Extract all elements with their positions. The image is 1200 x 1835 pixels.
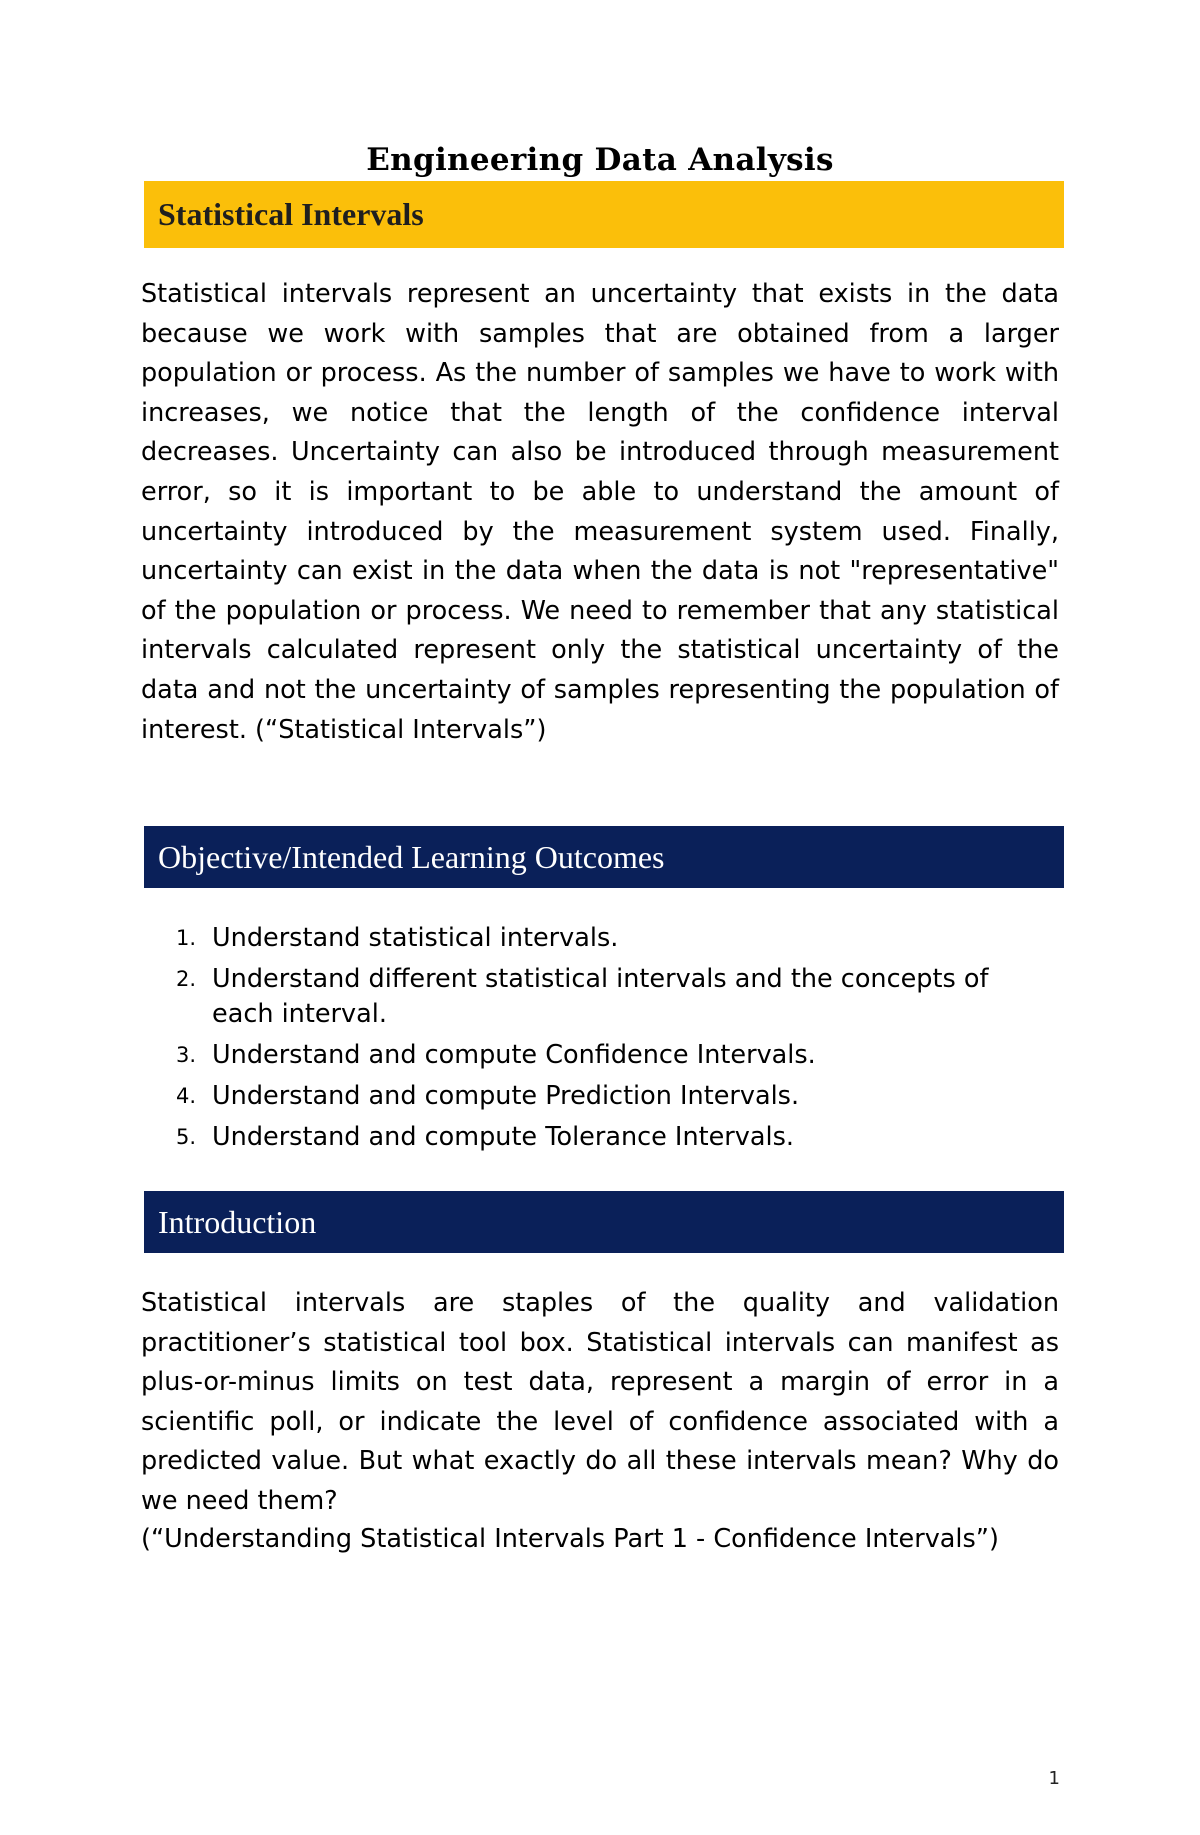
section-heading-label: Statistical Intervals	[158, 196, 424, 232]
page-title: Engineering Data Analysis	[366, 142, 834, 178]
section-heading-statistical-intervals	[144, 181, 1064, 248]
list-item-number: 4.	[176, 1084, 197, 1108]
list-item-number: 3.	[176, 1043, 197, 1067]
list-item	[176, 1079, 1036, 1114]
list-item-number: 2.	[176, 967, 197, 991]
section-heading-objectives	[144, 826, 1064, 888]
list-item-text: Understand different statistical intervals and the concepts of each interval.	[212, 964, 989, 1029]
list-item-text: Understand and compute Prediction Intervals.	[212, 1081, 800, 1111]
list-item-number: 5.	[176, 1125, 197, 1149]
list-item	[176, 962, 1036, 1032]
statistical-intervals-paragraph: Statistical intervals represent an uncertainty that exists in the data because we work with samples that are obtained from a larger population or process. As the number of samples we have to work with increases, we notice that the length of the confidence interval decreases. Uncertainty can also be introduced through measurement error, so it is important to be able to understand the amount of uncertainty introduced by the measurement system used. Finally, uncertainty can exist in the data when the data is not "representative" of the population or process. We need to remember that any statistical intervals calculated represent only the statistical uncertainty of the data and not the uncertainty of samples representing the population of interest. (“Statistical Intervals”)	[141, 279, 1059, 745]
introduction-paragraph: Statistical intervals are staples of the quality and validation practitioner’s statistical tool box. Statistical intervals can manifest as plus-or-minus limits on test data, represent a margin of error in a scientific poll, or indicate the level of confidence associated with a predicted value. But what exactly do all these intervals mean? Why do we need them?	[141, 1288, 1059, 1516]
section-heading-introduction	[144, 1191, 1064, 1253]
page-number: 1	[1048, 1768, 1060, 1789]
learning-outcomes-list	[176, 921, 1036, 1161]
list-item	[176, 1038, 1036, 1073]
list-item	[176, 1120, 1036, 1155]
list-item-text: Understand statistical intervals.	[212, 923, 619, 953]
list-item-number: 1.	[176, 926, 197, 950]
list-item-text: Understand and compute Tolerance Intervals.	[212, 1122, 794, 1152]
section-heading-label: Introduction	[158, 1203, 317, 1240]
list-item	[176, 921, 1036, 956]
section-heading-label: Objective/Intended Learning Outcomes	[158, 838, 665, 875]
introduction-citation: (“Understanding Statistical Intervals Part 1 - Confidence Intervals”)	[141, 1524, 999, 1554]
list-item-text: Understand and compute Confidence Intervals.	[212, 1040, 816, 1070]
